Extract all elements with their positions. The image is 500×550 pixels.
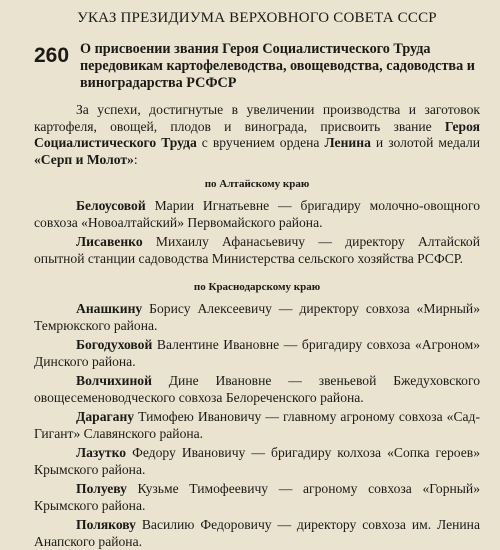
award-details: Тимофею Ивановичу — главному агроному совхоза «Сад-Гигант» Славянского района. <box>34 409 480 441</box>
awardee-surname: Белоусовой <box>76 198 146 213</box>
award-entry <box>34 409 480 442</box>
award-entry <box>34 234 480 267</box>
decree-preamble <box>34 102 480 168</box>
awardee-surname: Богодуховой <box>76 337 153 352</box>
award-entry <box>34 445 480 478</box>
awardee-surname: Лисавенко <box>76 234 143 249</box>
award-details: Василию Федоровичу — директору совхоза им. Ленина Анапского района. <box>34 517 480 549</box>
region-heading: по Алтайскому краю <box>204 178 310 190</box>
award-entry <box>34 198 480 231</box>
awardee-surname: Волчихиной <box>76 373 152 388</box>
award-entry <box>34 337 480 370</box>
award-entry <box>34 373 480 406</box>
awardee-surname: Лазутко <box>76 445 127 460</box>
medal-text: «Серп и Молот» <box>34 151 134 167</box>
award-details: Михаилу Афанасьевичу — директору Алтайской опытной станции садоводства Министерства сельского хозяйства РСФСР. <box>34 234 480 266</box>
hero-title-text: Героя Социалистического Труда <box>34 118 480 150</box>
awardee-surname: Полякову <box>76 517 136 532</box>
award-details: Дине Ивановне — звеньевой Бжедуховского овощесеменоводческого совхоза Белореченского района. <box>34 373 480 405</box>
award-details: Марии Игнатьевне — бригадиру молочно-овощного совхоза «Новоалтайский» Первомайского района. <box>34 198 480 230</box>
award-details: Борису Алексеевичу — директору совхоза «Мирный» Темрюкского района. <box>34 301 480 333</box>
decree-header <box>34 41 480 92</box>
award-details: Кузьме Тимофеевичу — агроному совхоза «Горный» Крымского района. <box>34 481 480 513</box>
running-head: УКАЗ ПРЕЗИДИУМА ВЕРХОВНОГО СОВЕТА СССР <box>77 10 437 26</box>
region-heading: по Краснодарскому краю <box>193 281 321 293</box>
preamble-text: и золотой медали <box>370 135 480 150</box>
award-details: Валентине Ивановне — бригадиру совхоза «Агроном» Динского района. <box>34 337 480 369</box>
decree-title: О присвоении звания Героя Социалистического Труда передовикам картофелеводства, овощеводства, садоводства и виноградарства РСФСР <box>80 41 475 91</box>
preamble-text: с вручением ордена <box>196 135 325 150</box>
awardee-surname: Полуеву <box>76 481 127 496</box>
preamble-text: : <box>133 151 138 167</box>
award-entry <box>34 301 480 334</box>
awardee-surname: Дарагану <box>76 409 135 424</box>
decree-number: 260 <box>34 44 70 67</box>
award-entry <box>34 481 480 514</box>
order-lenin-text: Ленина <box>324 135 371 150</box>
award-entry <box>34 517 480 550</box>
award-details: Федору Ивановичу — бригадиру колхоза «Сопка героев» Крымского района. <box>34 445 480 477</box>
preamble-text: За успехи, достигнутые в увеличении производства и заготовок картофеля, овощей, плодов и винограда, присвоить звание <box>34 102 480 134</box>
awardee-surname: Анашкину <box>76 301 143 316</box>
